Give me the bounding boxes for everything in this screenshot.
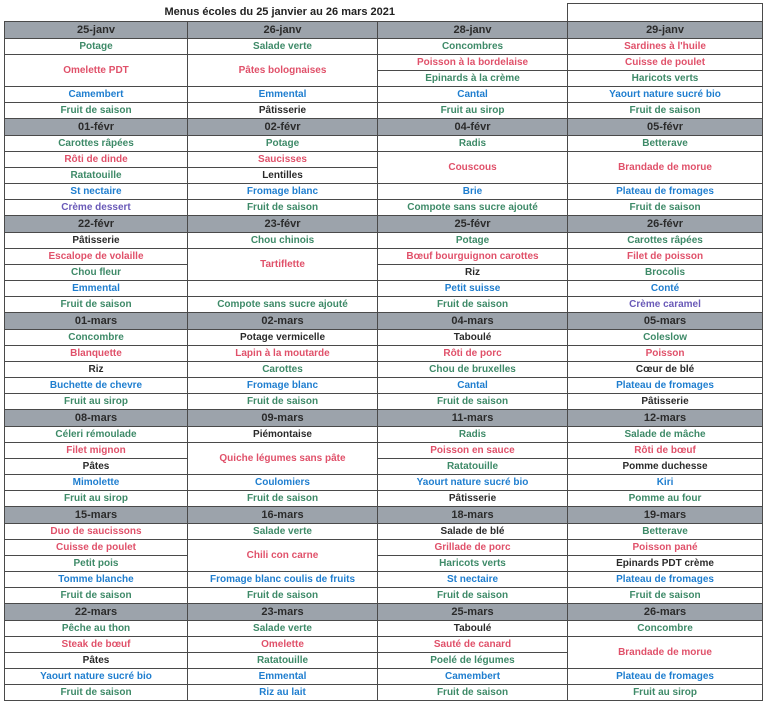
menu-dish: Couscous — [378, 152, 568, 184]
menu-item-row — [5, 669, 763, 685]
menu-dish: Radis — [378, 427, 568, 443]
menu-body — [5, 4, 763, 701]
day-date-header: 12-mars — [568, 410, 763, 427]
menu-dish: Plateau de fromages — [568, 184, 763, 200]
menu-dish: Pâtisserie — [378, 491, 568, 507]
menu-dish: Conté — [568, 281, 763, 297]
menu-dish: Riz au lait — [188, 685, 378, 701]
menu-dish: Salade verte — [188, 39, 378, 55]
day-date-header: 15-mars — [5, 507, 188, 524]
day-date-header: 26-févr — [568, 216, 763, 233]
menu-item-row — [5, 427, 763, 443]
menu-dish: Chou de bruxelles — [378, 362, 568, 378]
menu-item-row — [5, 346, 763, 362]
menu-dish: Quiche légumes sans pâte — [188, 443, 378, 475]
menu-item-row — [5, 184, 763, 200]
day-date-header: 25-janv — [5, 22, 188, 39]
day-date-header: 19-mars — [568, 507, 763, 524]
menu-dish: Filet mignon — [5, 443, 188, 459]
day-date-header: 16-mars — [188, 507, 378, 524]
week-date-row — [5, 22, 763, 39]
menu-item-row — [5, 685, 763, 701]
week-date-row — [5, 216, 763, 233]
menu-dish: Steak de bœuf — [5, 637, 188, 653]
menu-item-row — [5, 297, 763, 313]
menu-dish: Pâtisserie — [5, 233, 188, 249]
menu-dish: Salade de blé — [378, 524, 568, 540]
menu-item-row — [5, 87, 763, 103]
week-date-row — [5, 507, 763, 524]
day-date-header: 01-mars — [5, 313, 188, 330]
menu-item-row — [5, 475, 763, 491]
menu-dish: Brie — [378, 184, 568, 200]
menu-dish: Emmental — [188, 669, 378, 685]
menu-dish: Yaourt nature sucré bio — [378, 475, 568, 491]
menu-dish: Fruit de saison — [5, 103, 188, 119]
menu-dish: Tartiflette — [188, 249, 378, 281]
day-date-header: 22-févr — [5, 216, 188, 233]
menu-dish: Poisson à la bordelaise — [378, 55, 568, 71]
menu-dish: Cœur de blé — [568, 362, 763, 378]
menu-dish: Emmental — [5, 281, 188, 297]
menu-dish: Brandade de morue — [568, 152, 763, 184]
menu-dish: Camembert — [378, 669, 568, 685]
day-date-header: 25-févr — [378, 216, 568, 233]
menu-dish: St nectaire — [5, 184, 188, 200]
menu-dish: Fruit au sirop — [5, 394, 188, 410]
menu-dish: Plateau de fromages — [568, 572, 763, 588]
menu-dish: Carottes — [188, 362, 378, 378]
day-date-header: 08-mars — [5, 410, 188, 427]
menu-dish: Cantal — [378, 378, 568, 394]
menu-dish: Potage vermicelle — [188, 330, 378, 346]
menu-dish: Fruit de saison — [378, 297, 568, 313]
menu-dish: Carottes râpées — [568, 233, 763, 249]
menu-dish: Crème dessert — [5, 200, 188, 216]
week-date-row — [5, 313, 763, 330]
menu-dish: Betterave — [568, 524, 763, 540]
menu-dish: Haricots verts — [378, 556, 568, 572]
menu-dish: Concombre — [5, 330, 188, 346]
menu-dish: Céleri rémoulade — [5, 427, 188, 443]
day-date-header: 04-mars — [378, 313, 568, 330]
menu-item-row — [5, 572, 763, 588]
week-date-row — [5, 604, 763, 621]
menu-dish: Plateau de fromages — [568, 378, 763, 394]
day-date-header: 04-févr — [378, 119, 568, 136]
menu-dish: St nectaire — [378, 572, 568, 588]
day-date-header: 22-mars — [5, 604, 188, 621]
menu-item-row — [5, 588, 763, 604]
menu-dish: Fruit de saison — [378, 588, 568, 604]
menu-item-row — [5, 200, 763, 216]
menu-dish: Fruit de saison — [188, 588, 378, 604]
menu-item-row — [5, 152, 763, 168]
day-date-header: 09-mars — [188, 410, 378, 427]
menu-dish: Compote sans sucre ajouté — [188, 297, 378, 313]
menu-dish: Poisson pané — [568, 540, 763, 556]
menu-dish: Petit pois — [5, 556, 188, 572]
menu-dish: Salade verte — [188, 621, 378, 637]
menu-item-row — [5, 249, 763, 265]
menu-dish: Fruit de saison — [378, 685, 568, 701]
menu-item-row — [5, 443, 763, 459]
menu-dish: Pâtes — [5, 653, 188, 669]
day-date-header: 23-mars — [188, 604, 378, 621]
menu-dish: Fruit au sirop — [5, 491, 188, 507]
menu-dish: Pâtisserie — [568, 394, 763, 410]
menu-dish: Chou chinois — [188, 233, 378, 249]
menu-dish: Ratatouille — [378, 459, 568, 475]
menu-dish: Salade verte — [188, 524, 378, 540]
menu-dish: Fruit de saison — [188, 394, 378, 410]
menu-dish: Radis — [378, 136, 568, 152]
menu-dish: Pomme duchesse — [568, 459, 763, 475]
menu-dish: Fruit de saison — [5, 588, 188, 604]
menu-dish: Potage — [5, 39, 188, 55]
menu-table — [4, 3, 763, 701]
menu-dish: Potage — [378, 233, 568, 249]
menu-dish — [188, 281, 378, 297]
menu-dish: Filet de poisson — [568, 249, 763, 265]
menu-item-row — [5, 362, 763, 378]
menu-dish: Fruit de saison — [568, 103, 763, 119]
day-date-header: 18-mars — [378, 507, 568, 524]
menu-dish: Fromage blanc — [188, 378, 378, 394]
menu-dish: Ratatouille — [5, 168, 188, 184]
menu-dish: Plateau de fromages — [568, 669, 763, 685]
menu-dish: Poisson en sauce — [378, 443, 568, 459]
menu-dish: Carottes râpées — [5, 136, 188, 152]
menu-dish: Sardines à l'huile — [568, 39, 763, 55]
menu-dish: Taboulé — [378, 621, 568, 637]
day-date-header: 05-févr — [568, 119, 763, 136]
menu-item-row — [5, 136, 763, 152]
menu-dish: Riz — [378, 265, 568, 281]
menu-dish: Fruit de saison — [568, 588, 763, 604]
menu-item-row — [5, 39, 763, 55]
menu-dish: Haricots verts — [568, 71, 763, 87]
menu-dish: Rôti de porc — [378, 346, 568, 362]
day-date-header: 26-janv — [188, 22, 378, 39]
menu-dish: Fruit au sirop — [378, 103, 568, 119]
menu-dish: Yaourt nature sucré bio — [5, 669, 188, 685]
title-row — [5, 4, 763, 22]
menu-dish: Mimolette — [5, 475, 188, 491]
week-date-row — [5, 410, 763, 427]
menu-dish: Pomme au four — [568, 491, 763, 507]
day-date-header: 29-janv — [568, 22, 763, 39]
menu-item-row — [5, 233, 763, 249]
menu-dish: Pâtisserie — [188, 103, 378, 119]
menu-dish: Bœuf bourguignon carottes — [378, 249, 568, 265]
day-date-header: 28-janv — [378, 22, 568, 39]
menu-dish: Potage — [188, 136, 378, 152]
menu-dish: Lapin à la moutarde — [188, 346, 378, 362]
menu-dish: Concombres — [378, 39, 568, 55]
menu-dish: Coleslow — [568, 330, 763, 346]
menu-dish: Cantal — [378, 87, 568, 103]
menu-item-row — [5, 378, 763, 394]
menu-dish: Chili con carne — [188, 540, 378, 572]
menu-dish: Yaourt nature sucré bio — [568, 87, 763, 103]
menu-dish: Lentilles — [188, 168, 378, 184]
menu-dish: Riz — [5, 362, 188, 378]
menu-dish: Blanquette — [5, 346, 188, 362]
menu-dish: Omelette PDT — [5, 55, 188, 87]
menu-dish: Epinards à la crème — [378, 71, 568, 87]
menu-dish: Piémontaise — [188, 427, 378, 443]
menu-dish: Buchette de chevre — [5, 378, 188, 394]
menu-dish: Epinards PDT crème — [568, 556, 763, 572]
menu-dish: Compote sans sucre ajouté — [378, 200, 568, 216]
menu-dish: Fruit de saison — [568, 200, 763, 216]
menu-item-row — [5, 55, 763, 71]
menu-dish: Coulomiers — [188, 475, 378, 491]
menu-item-row — [5, 540, 763, 556]
menu-dish: Kiri — [568, 475, 763, 491]
menu-item-row — [5, 459, 763, 475]
menu-dish: Sauté de canard — [378, 637, 568, 653]
menu-dish: Cuisse de poulet — [5, 540, 188, 556]
page-title: Menus écoles du 25 janvier au 26 mars 2021 — [5, 4, 568, 22]
menu-dish: Brocolis — [568, 265, 763, 281]
day-date-header: 25-mars — [378, 604, 568, 621]
day-date-header: 02-févr — [188, 119, 378, 136]
menu-item-row — [5, 281, 763, 297]
menu-dish: Fruit au sirop — [568, 685, 763, 701]
menu-dish: Escalope de volaille — [5, 249, 188, 265]
menu-dish: Brandade de morue — [568, 637, 763, 669]
menu-item-row — [5, 394, 763, 410]
menu-dish: Rôti de dinde — [5, 152, 188, 168]
menu-dish: Saucisses — [188, 152, 378, 168]
menu-dish: Cuisse de poulet — [568, 55, 763, 71]
week-date-row — [5, 119, 763, 136]
menu-dish: Fruit de saison — [188, 491, 378, 507]
menu-item-row — [5, 556, 763, 572]
day-date-header: 11-mars — [378, 410, 568, 427]
menu-item-row — [5, 265, 763, 281]
menu-dish: Ratatouille — [188, 653, 378, 669]
menu-item-row — [5, 330, 763, 346]
menu-dish: Chou fleur — [5, 265, 188, 281]
menu-dish: Duo de saucissons — [5, 524, 188, 540]
menu-dish: Poelé de légumes — [378, 653, 568, 669]
day-date-header: 01-févr — [5, 119, 188, 136]
menu-dish: Fruit de saison — [5, 685, 188, 701]
menu-dish: Tomme blanche — [5, 572, 188, 588]
day-date-header: 05-mars — [568, 313, 763, 330]
menu-dish: Betterave — [568, 136, 763, 152]
menu-dish: Fruit de saison — [378, 394, 568, 410]
menu-dish: Fromage blanc — [188, 184, 378, 200]
menu-dish: Pâtes — [5, 459, 188, 475]
menu-item-row — [5, 103, 763, 119]
day-date-header: 26-mars — [568, 604, 763, 621]
menu-dish: Salade de mâche — [568, 427, 763, 443]
menu-dish: Fruit de saison — [188, 200, 378, 216]
day-date-header: 02-mars — [188, 313, 378, 330]
menu-dish: Grillade de porc — [378, 540, 568, 556]
menu-dish: Pêche au thon — [5, 621, 188, 637]
menu-dish: Poisson — [568, 346, 763, 362]
menu-item-row — [5, 637, 763, 653]
menu-item-row — [5, 524, 763, 540]
menu-item-row — [5, 621, 763, 637]
title-empty-cell — [568, 4, 763, 22]
menu-dish: Pâtes bolognaises — [188, 55, 378, 87]
menu-dish: Crème caramel — [568, 297, 763, 313]
menu-dish: Concombre — [568, 621, 763, 637]
menu-dish: Camembert — [5, 87, 188, 103]
day-date-header: 23-févr — [188, 216, 378, 233]
menu-dish: Taboulé — [378, 330, 568, 346]
menu-dish: Petit suisse — [378, 281, 568, 297]
menu-dish: Omelette — [188, 637, 378, 653]
menu-dish: Fruit de saison — [5, 297, 188, 313]
menu-item-row — [5, 491, 763, 507]
menu-dish: Emmental — [188, 87, 378, 103]
menu-dish: Fromage blanc coulis de fruits — [188, 572, 378, 588]
menu-dish: Rôti de bœuf — [568, 443, 763, 459]
